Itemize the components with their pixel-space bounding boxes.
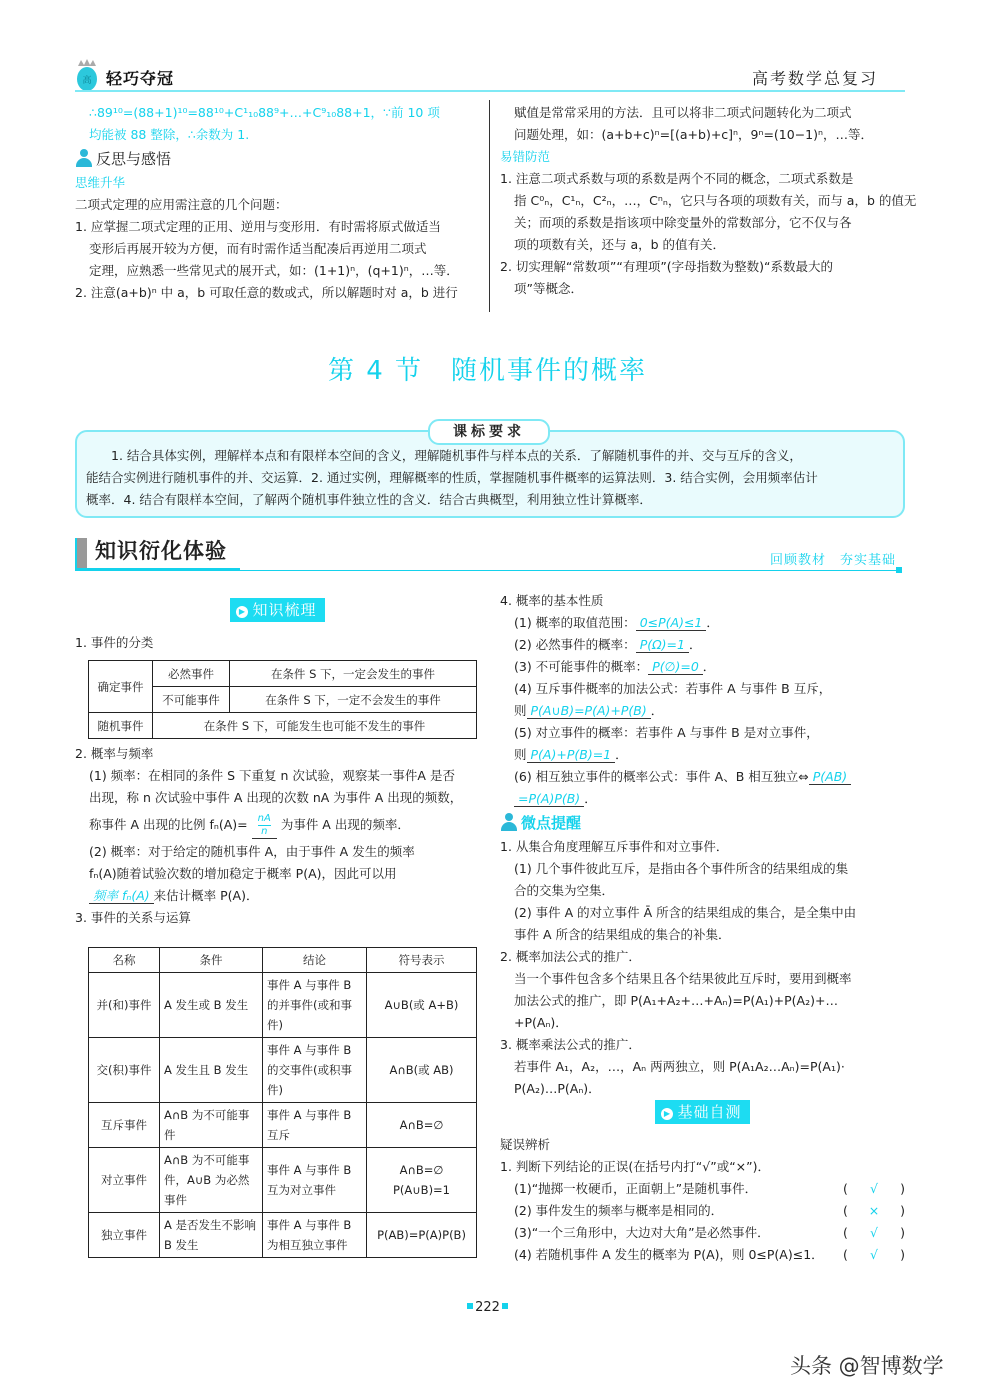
left-top-column xyxy=(75,102,485,304)
event-relations-table xyxy=(88,947,477,1258)
text-segment: (4) 若随机事件 A 发生的概率为 P(A)，则 0≤P(A)≤1． xyxy=(514,1247,824,1262)
table-cell: 对立事件 xyxy=(89,1148,160,1213)
text-line: 概率．4. 结合有限样本空间，了解两个随机事件独立性的含义．结合古典概型，利用独立性计算概率． xyxy=(86,492,652,507)
column-divider xyxy=(489,100,490,312)
section-button[interactable] xyxy=(655,1100,749,1124)
table-cell: 独立事件 xyxy=(89,1213,160,1258)
text-line xyxy=(500,1244,905,1266)
table-cell: A∪B(或 A+B) xyxy=(367,973,477,1038)
text-line: 思维升华 xyxy=(75,175,126,190)
text-segment: 称事件 A 出现的比例 fₙ(A)= xyxy=(89,817,248,832)
text-segment: ． xyxy=(706,615,719,630)
text-line: 2. 切实理解“常数项”“有理项”(字母指数为整数)“系数最大的 xyxy=(500,259,834,274)
text-line: 2. 概率加法公式的推广． xyxy=(500,949,641,964)
text-line: (1) 频率：在相同的条件 S 下重复 n 次试验，观察某一事件A 是否 xyxy=(89,768,455,783)
banner-title: 知识衍化体验 xyxy=(95,538,227,563)
text-line: (1) 几个事件彼此互斥，是指由各个事件所含的结果组成的集 xyxy=(514,861,849,876)
text-line xyxy=(500,788,905,810)
text-line: P(A₂)…P(Aₙ)． xyxy=(514,1081,601,1096)
table-cell: A 发生或 B 发生 xyxy=(160,973,263,1038)
crown-logo-icon xyxy=(72,58,102,92)
answer-mark: ( × ) xyxy=(843,1200,905,1222)
answer-blank: P(AB) xyxy=(809,769,851,785)
banner-subtitle: 回顾教材 夯实基础 xyxy=(770,553,897,568)
subheading: 反思与感悟 xyxy=(96,150,172,168)
page-number xyxy=(0,1300,975,1315)
text-line: (5) 对立事件的概率：若事件 A 与事件 B 是对立事件， xyxy=(514,725,819,740)
table-cell: A∩B=∅ xyxy=(367,1103,477,1148)
text-segment: (2) 事件发生的频率与概率是相同的． xyxy=(514,1203,724,1218)
text-segment: (3)“一个三角形中，大边对大角”是必然事件． xyxy=(514,1225,770,1240)
teacher-icon xyxy=(75,149,93,167)
requirements-label: 课标要求 xyxy=(428,419,550,445)
text-line: (2) 概率：对于给定的随机事件 A，由于事件 A 发生的频率 xyxy=(89,844,415,859)
text-segment: ． xyxy=(702,659,716,674)
answer-blank: 0≤P(A)≤1 xyxy=(636,615,707,631)
answer-mark: ( √ ) xyxy=(843,1178,905,1200)
table-row xyxy=(89,713,477,739)
table-cell: A∩B 为不可能事件 xyxy=(160,1103,263,1148)
table-cell: 随机事件 xyxy=(89,713,153,739)
text-segment: 则 xyxy=(514,703,527,718)
column-header: 名称 xyxy=(89,948,160,973)
text-line: 当一个事件包含多个结果且各个结果彼此互斥时，要用到概率 xyxy=(514,971,852,986)
text-line xyxy=(500,656,905,678)
play-icon: ▶ xyxy=(236,606,248,618)
answer-mark: ( √ ) xyxy=(843,1244,905,1266)
text-line xyxy=(500,634,905,656)
play-icon: ▶ xyxy=(661,1108,673,1120)
text-segment: ． xyxy=(688,637,702,652)
text-segment: 则 xyxy=(514,747,527,762)
table-cell: 并(和)事件 xyxy=(89,973,160,1038)
table-cell: 不可能事件 xyxy=(153,687,230,713)
text-line: 3. 概率乘法公式的推广． xyxy=(500,1037,641,1052)
table-cell: A 是否发生不影响 B 发生 xyxy=(160,1213,263,1258)
right-column xyxy=(500,590,905,1266)
text-line: 关；而项的系数是指该项中除变量外的常数部分，它不仅与各 xyxy=(514,215,852,230)
column-header: 结论 xyxy=(263,948,367,973)
right-top-column xyxy=(500,102,917,300)
text-segment: 为事件 A 出现的频率． xyxy=(280,817,410,832)
text-line: 3. 事件的关系与运算 xyxy=(75,910,191,925)
table-cell: A∩B 为不可能事件，A∪B 为必然事件 xyxy=(160,1148,263,1213)
text-line: 事件 A 所含的结果组成的集合的补集． xyxy=(514,927,731,942)
table-cell: 互斥事件 xyxy=(89,1103,160,1148)
header-divider xyxy=(75,90,905,92)
text-line: 合的交集为空集． xyxy=(514,883,615,898)
text-line xyxy=(75,598,480,632)
text-segment: (6) 相互独立事件的概率公式：事件 A、B 相互独立⇔ xyxy=(514,769,809,784)
answer-blank: P(Ω)=1 xyxy=(636,637,689,653)
requirements-text xyxy=(86,445,898,511)
table-cell: 事件 A 与事件 B 互斥 xyxy=(263,1103,367,1148)
brand-name: 轻巧夺冠 xyxy=(106,69,175,88)
text-line: 加法公式的推广，即 P(A₁+A₂+…+Aₙ)=P(A₁)+P(A₂)+… xyxy=(514,993,838,1008)
text-segment: (1) 概率的取值范围： xyxy=(514,615,636,630)
text-line xyxy=(500,612,905,634)
text-line: 指 C⁰ₙ，C¹ₙ，C²ₙ，…，Cⁿₙ，它只与各项的项数有关，而与 a，b 的值无 xyxy=(514,193,917,208)
table-cell: 确定事件 xyxy=(89,661,153,713)
text-line: (2) 事件 A 的对立事件 Ā 所含的结果组成的集合，是全集中由 xyxy=(514,905,857,920)
section-title: 第 4 节 随机事件的概率 xyxy=(327,356,648,386)
text-line: 变形后再展开较为方便，而有时需作适当配凑后再逆用二项式 xyxy=(89,241,427,256)
event-classification-table xyxy=(88,660,477,739)
text-segment: (3) 不可能事件的概率： xyxy=(514,659,649,674)
text-line: 项的项数有关，还与 a，b 的值有关． xyxy=(514,237,726,252)
text-line: 均能被 88 整除，∴余数为 1. xyxy=(89,127,250,142)
text-line: 1. 判断下列结论的正误(在括号内打“√”或“×”)． xyxy=(500,1159,770,1174)
table-cell: 交(积)事件 xyxy=(89,1038,160,1103)
table-cell: 事件 A 与事件 B 的并事件(或和事件) xyxy=(263,973,367,1038)
fraction-denominator: n xyxy=(261,825,268,837)
answer-blank: 频率 fₙ(A) xyxy=(89,888,154,904)
text-line: 1. 从集合角度理解互斥事件和对立事件． xyxy=(500,839,729,854)
text-line: 2. 概率与频率 xyxy=(75,746,154,761)
text-line: 能结合实例进行随机事件的并、交运算．2. 通过实例，理解概率的性质，掌握随机事件概率的运算法则．3. 结合实例，会用频率估计 xyxy=(86,470,818,485)
text-line xyxy=(75,809,480,841)
text-line xyxy=(500,744,905,766)
banner-square xyxy=(896,567,902,573)
text-line: 2. 注意(a+b)ⁿ 中 a，b 可取任意的数或式，所以解题时对 a，b 进行 xyxy=(75,285,458,300)
table-cell: 必然事件 xyxy=(153,661,230,687)
subheading: 微点提醒 xyxy=(521,814,582,832)
svg-text:高: 高 xyxy=(82,76,92,86)
text-line xyxy=(500,1200,905,1222)
table-row xyxy=(89,1038,477,1103)
book-title: 高考数学总复习 xyxy=(752,69,879,88)
table-cell: A∩B(或 AB) xyxy=(367,1038,477,1103)
text-line: ∴89¹⁰=(88+1)¹⁰=88¹⁰+C¹₁₀88⁹+…+C⁹₁₀88+1，∵前 10 项 xyxy=(89,105,440,120)
table-cell: 事件 A 与事件 B 为相互独立事件 xyxy=(263,1213,367,1258)
text-line: 疑误辨析 xyxy=(500,1137,551,1152)
table-row xyxy=(89,1148,477,1213)
section-button-label: 知识梳理 xyxy=(252,601,317,619)
fraction xyxy=(252,813,277,839)
text-segment: (1)“抛掷一枚硬币，正面朝上”是随机事件． xyxy=(514,1181,758,1196)
column-header: 符号表示 xyxy=(367,948,477,973)
text-line xyxy=(75,146,485,172)
text-line: (4) 互斥事件概率的加法公式：若事件 A 与事件 B 互斥， xyxy=(514,681,832,696)
section-button[interactable] xyxy=(230,598,324,622)
text-line: 二项式定理的应用需注意的几个问题： xyxy=(75,197,288,212)
left-col-b xyxy=(75,743,480,929)
table-cell: A 发生且 B 发生 xyxy=(160,1038,263,1103)
page-number-text: 222 xyxy=(475,1300,500,1315)
text-line xyxy=(500,700,905,722)
table-row xyxy=(89,661,477,687)
fraction-numerator: nA xyxy=(257,812,271,824)
text-segment: (2) 必然事件的概率： xyxy=(514,637,636,652)
table-cell: 事件 A 与事件 B 互为对立事件 xyxy=(263,1148,367,1213)
column-header: 条件 xyxy=(160,948,263,973)
table-cell: 在条件 S 下，一定会发生的事件 xyxy=(230,661,477,687)
table-row xyxy=(89,973,477,1038)
text-line xyxy=(500,810,905,836)
banner-rule xyxy=(75,570,897,571)
table-cell: 事件 A 与事件 B 的交事件(或积事件) xyxy=(263,1038,367,1103)
text-line: 1. 结合具体实例，理解样本点和有限样本空间的含义，理解随机事件与样本点的关系．了解随机事件的并、交与互斥的含义， xyxy=(86,448,802,463)
text-line: +P(Aₙ)． xyxy=(514,1015,568,1030)
text-line: 易错防范 xyxy=(500,149,551,164)
text-line: 4. 概率的基本性质 xyxy=(500,593,604,608)
answer-blank: P(A)+P(B)=1 xyxy=(527,747,616,763)
text-line: 赋值是常常采用的方法．且可以将非二项式问题转化为二项式 xyxy=(514,105,852,120)
text-line: 问题处理，如：(a+b+c)ⁿ=[(a+b)+c]ⁿ，9ⁿ=(10−1)ⁿ，…等． xyxy=(514,127,873,142)
text-line: 1. 注意二项式系数与项的系数是两个不同的概念，二项式系数是 xyxy=(500,171,854,186)
text-line xyxy=(75,885,480,907)
text-line: fₙ(A)随着试验次数的增加稳定于概率 P(A)，因此可以用 xyxy=(89,866,397,881)
answer-blank: P(∅)=0 xyxy=(648,659,703,675)
text-line: 定理，应熟悉一些常见式的展开式，如：(1+1)ⁿ，(q+1)ⁿ，…等． xyxy=(89,263,459,278)
text-segment: ． xyxy=(584,791,597,806)
table-header-row xyxy=(89,948,477,973)
square-icon xyxy=(502,1303,508,1309)
text-segment: 来估计概率 P(A)． xyxy=(153,888,259,903)
teacher-icon xyxy=(500,813,518,831)
text-segment: ． xyxy=(615,747,628,762)
text-line xyxy=(500,1100,905,1134)
table-cell: P(AB)=P(A)P(B) xyxy=(367,1213,477,1258)
text-line: 1. 应掌握二项式定理的正用、逆用与变形用．有时需将原式做适当 xyxy=(75,219,441,234)
text-line xyxy=(500,1178,905,1200)
text-segment: ． xyxy=(650,703,664,718)
text-line: 1. 事件的分类 xyxy=(75,635,154,650)
table-row xyxy=(89,1213,477,1258)
left-col-a xyxy=(75,598,480,654)
text-line: 项”等概念． xyxy=(514,281,583,296)
section-button-label: 基础自测 xyxy=(677,1103,742,1121)
text-line xyxy=(500,766,905,788)
answer-blank: =P(A)P(B) xyxy=(514,791,584,807)
text-line: 出现，称 n 次试验中事件 A 出现的次数 nA 为事件 A 出现的频数， xyxy=(89,790,463,805)
table-cell: 在条件 S 下，可能发生也可能不发生的事件 xyxy=(153,713,477,739)
watermark: 头条 @智博数学 xyxy=(790,1354,944,1378)
table-cell: A∩B=∅ P(A∪B)=1 xyxy=(367,1148,477,1213)
banner-bar xyxy=(77,538,87,568)
square-icon xyxy=(467,1303,473,1309)
answer-blank: P(A∪B)=P(A)+P(B) xyxy=(527,703,651,719)
table-cell: 在条件 S 下，一定不会发生的事件 xyxy=(230,687,477,713)
answer-mark: ( √ ) xyxy=(843,1222,905,1244)
table-row xyxy=(89,1103,477,1148)
text-line xyxy=(500,1222,905,1244)
text-line: 若事件 A₁，A₂，…，Aₙ 两两独立，则 P(A₁A₂…Aₙ)=P(A₁)· xyxy=(514,1059,845,1074)
